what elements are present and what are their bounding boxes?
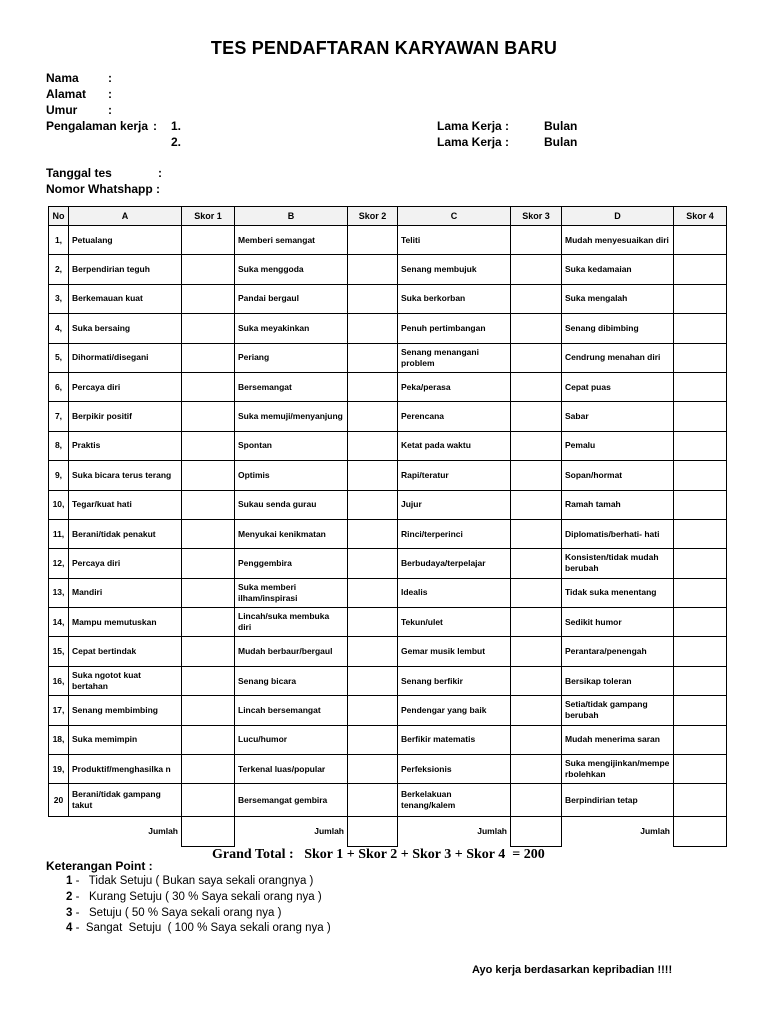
skor-1-input[interactable] [182,608,235,637]
skor-4-input[interactable] [674,666,727,695]
table-row [49,519,727,548]
row-number: 10, [49,490,69,519]
experience-1-number: 1. [171,119,182,133]
row-number: 1, [49,226,69,255]
skor-2-input[interactable] [348,755,398,784]
row-number: 12, [49,549,69,578]
skor-3-input[interactable] [511,755,562,784]
skor-4-input[interactable] [674,608,727,637]
skor-3-input[interactable] [511,725,562,754]
option-a: Berpendirian teguh [69,255,182,284]
option-d: Sedikit humor [562,608,674,637]
sum-skor-4-box[interactable] [674,817,727,846]
table-row [49,372,727,401]
skor-3-input[interactable] [511,578,562,607]
table-row [49,784,727,817]
nama-label: Nama [46,71,79,85]
skor-1-input[interactable] [182,372,235,401]
skor-2-input[interactable] [348,784,398,817]
skor-2-input[interactable] [348,284,398,313]
skor-3-input[interactable] [511,431,562,460]
skor-2-input[interactable] [348,255,398,284]
skor-2-input[interactable] [348,549,398,578]
skor-4-input[interactable] [674,784,727,817]
option-b: Suka memberi ilham/inspirasi [235,578,348,607]
table-row [49,343,727,372]
option-b: Penggembira [235,549,348,578]
option-d: Perantara/penengah [562,637,674,666]
header-skor-2: Skor 2 [348,207,398,226]
skor-4-input[interactable] [674,402,727,431]
option-d: Mudah menyesuaikan diri [562,226,674,255]
skor-4-input[interactable] [674,372,727,401]
keterangan-number-2: 2 [66,891,73,903]
row-number: 9, [49,461,69,490]
header-skor-4: Skor 4 [674,207,727,226]
skor-1-input[interactable] [182,343,235,372]
sum-row [49,817,727,846]
personality-test-table [48,206,727,847]
option-a: Berkemauan kuat [69,284,182,313]
option-a: Berani/tidak penakut [69,519,182,548]
skor-3-input[interactable] [511,372,562,401]
skor-2-input[interactable] [348,343,398,372]
option-d: Berpindirian tetap [562,784,674,817]
skor-3-input[interactable] [511,519,562,548]
row-number: 18, [49,725,69,754]
table-row [49,255,727,284]
option-c: Berfikir matematis [398,725,511,754]
whatsapp-label: Nomor Whatshapp : [46,182,160,196]
pengalaman-colon: : [153,119,157,133]
skor-3-input[interactable] [511,666,562,695]
skor-1-input[interactable] [182,461,235,490]
option-d: Suka mengijinkan/mempe rbolehkan [562,755,674,784]
skor-3-input[interactable] [511,490,562,519]
option-c: Ketat pada waktu [398,431,511,460]
alamat-colon: : [108,87,112,101]
row-number: 14, [49,608,69,637]
option-d: Diplomatis/berhati- hati [562,519,674,548]
skor-4-input[interactable] [674,519,727,548]
option-d: Ramah tamah [562,490,674,519]
table-row [49,666,727,695]
skor-4-input[interactable] [674,255,727,284]
keterangan-item-3 [66,907,281,919]
skor-3-input[interactable] [511,402,562,431]
sum-c-label: Jumlah [398,817,511,846]
option-c: Tekun/ulet [398,608,511,637]
row-number: 4, [49,314,69,343]
skor-4-input[interactable] [674,696,727,725]
skor-3-input[interactable] [511,637,562,666]
keterangan-item-1 [66,875,313,887]
pengalaman-label: Pengalaman kerja [46,119,149,133]
skor-4-input[interactable] [674,490,727,519]
option-c: Penuh pertimbangan [398,314,511,343]
grand-total-text: Grand Total : Skor 1 + Skor 2 + Skor 3 + Skor 4 = 200 [212,847,545,862]
option-d: Tidak suka menentang [562,578,674,607]
option-d: Cendrung menahan diri [562,343,674,372]
row-number: 16, [49,666,69,695]
skor-1-input[interactable] [182,226,235,255]
skor-1-input[interactable] [182,284,235,313]
bulan-1-label: Bulan [544,119,578,133]
skor-1-input[interactable] [182,314,235,343]
skor-1-input[interactable] [182,490,235,519]
keterangan-item-2 [66,891,322,903]
skor-4-input[interactable] [674,725,727,754]
table-row [49,490,727,519]
skor-2-input[interactable] [348,725,398,754]
table-row [49,637,727,666]
option-a: Mandiri [69,578,182,607]
option-a: Mampu memutuskan [69,608,182,637]
skor-1-input[interactable] [182,519,235,548]
skor-4-input[interactable] [674,637,727,666]
sum-skor-1-box[interactable] [182,817,235,846]
option-c: Berbudaya/terpelajar [398,549,511,578]
row-number: 7, [49,402,69,431]
skor-2-input[interactable] [348,314,398,343]
row-number: 3, [49,284,69,313]
option-c: Jujur [398,490,511,519]
skor-3-input[interactable] [511,608,562,637]
skor-3-input[interactable] [511,696,562,725]
sum-a-label: Jumlah [148,826,178,837]
option-b: Suka menggoda [235,255,348,284]
skor-2-input[interactable] [348,226,398,255]
header-a: A [69,207,182,226]
skor-3-input[interactable] [511,784,562,817]
row-number: 13, [49,578,69,607]
table-row [49,431,727,460]
skor-1-input[interactable] [182,696,235,725]
keterangan-number-1: 1 [66,875,73,887]
header-d: D [562,207,674,226]
skor-4-input[interactable] [674,431,727,460]
option-c: Senang berfikir [398,666,511,695]
option-a: Suka bersaing [69,314,182,343]
table-row [49,608,727,637]
nama-colon: : [108,71,112,85]
skor-2-input[interactable] [348,461,398,490]
skor-2-input[interactable] [348,608,398,637]
option-d: Pemalu [562,431,674,460]
row-number: 17, [49,696,69,725]
keterangan-text-4: - Sangat Setuju ( 100 % Saya sekali orang nya ) [72,922,331,934]
option-a: Percaya diri [69,372,182,401]
table-row [49,549,727,578]
skor-1-input[interactable] [182,255,235,284]
skor-2-input[interactable] [348,431,398,460]
option-c: Suka berkorban [398,284,511,313]
skor-3-input[interactable] [511,314,562,343]
option-b: Optimis [235,461,348,490]
header-skor-1: Skor 1 [182,207,235,226]
table-header-row [49,207,727,226]
keterangan-title: Keterangan Point : [46,859,153,873]
skor-4-input[interactable] [674,314,727,343]
option-d: Mudah menerima saran [562,725,674,754]
bulan-2-label: Bulan [544,135,578,149]
option-c: Perfeksionis [398,755,511,784]
option-c: Berkelakuan tenang/kalem [398,784,511,817]
keterangan-number-3: 3 [66,907,73,919]
header-b: B [235,207,348,226]
option-c: Gemar musik lembut [398,637,511,666]
option-d: Sabar [562,402,674,431]
option-b: Pandai bergaul [235,284,348,313]
skor-2-input[interactable] [348,666,398,695]
skor-1-input[interactable] [182,784,235,817]
skor-2-input[interactable] [348,696,398,725]
skor-1-input[interactable] [182,402,235,431]
row-number: 2, [49,255,69,284]
option-a: Senang membimbing [69,696,182,725]
option-a: Berpikir positif [69,402,182,431]
skor-1-input[interactable] [182,755,235,784]
skor-4-input[interactable] [674,343,727,372]
keterangan-text-1: - Tidak Setuju ( Bukan saya sekali orangnya ) [72,875,314,887]
skor-4-input[interactable] [674,755,727,784]
lama-kerja-2-label: Lama Kerja : [437,135,510,149]
skor-4-input[interactable] [674,578,727,607]
option-c: Rinci/terperinci [398,519,511,548]
option-c: Teliti [398,226,511,255]
skor-2-input[interactable] [348,490,398,519]
option-a: Percaya diri [69,549,182,578]
option-a: Produktif/menghasilka n [69,755,182,784]
option-b: Spontan [235,431,348,460]
skor-3-input[interactable] [511,461,562,490]
table-row [49,755,727,784]
option-c: Senang membujuk [398,255,511,284]
option-a: Tegar/kuat hati [69,490,182,519]
table-row [49,696,727,725]
skor-3-input[interactable] [511,255,562,284]
tanggal-tes-colon: : [158,166,162,180]
tanggal-tes-label: Tanggal tes [46,166,112,180]
option-b: Memberi semangat [235,226,348,255]
sum-d-label: Jumlah [562,817,674,846]
sum-skor-3-box[interactable] [511,817,562,846]
row-number: 5, [49,343,69,372]
skor-1-input[interactable] [182,725,235,754]
option-a: Cepat bertindak [69,637,182,666]
row-number: 11, [49,519,69,548]
table-row [49,226,727,255]
table-row [49,314,727,343]
footer-motto: Ayo kerja berdasarkan kepribadian !!!! [472,964,673,976]
option-b: Senang bicara [235,666,348,695]
option-b: Lucu/humor [235,725,348,754]
table-row [49,461,727,490]
skor-1-input[interactable] [182,431,235,460]
option-c: Senang menangani problem [398,343,511,372]
umur-label: Umur [46,103,78,117]
skor-1-input[interactable] [182,549,235,578]
header-c: C [398,207,511,226]
option-a: Suka memimpin [69,725,182,754]
option-c: Perencana [398,402,511,431]
option-a: Berani/tidak gampang takut [69,784,182,817]
option-d: Bersikap toleran [562,666,674,695]
option-d: Senang dibimbing [562,314,674,343]
option-d: Suka mengalah [562,284,674,313]
skor-3-input[interactable] [511,284,562,313]
keterangan-text-2: - Kurang Setuju ( 30 % Saya sekali orang nya ) [72,891,322,903]
header-no: No [49,207,69,226]
option-a: Petualang [69,226,182,255]
row-number: 20 [49,784,69,817]
option-a: Dihormati/disegani [69,343,182,372]
option-b: Bersemangat gembira [235,784,348,817]
option-b: Mudah berbaur/bergaul [235,637,348,666]
skor-2-input[interactable] [348,637,398,666]
skor-3-input[interactable] [511,549,562,578]
page-title: TES PENDAFTARAN KARYAWAN BARU [210,38,558,58]
table-row [49,402,727,431]
skor-2-input[interactable] [348,578,398,607]
option-d: Cepat puas [562,372,674,401]
table-row [49,284,727,313]
lama-kerja-1-label: Lama Kerja : [437,119,510,133]
row-number: 6, [49,372,69,401]
option-b: Periang [235,343,348,372]
skor-1-input[interactable] [182,666,235,695]
option-c: Rapi/teratur [398,461,511,490]
sum-skor-2-box[interactable] [348,817,398,846]
row-number: 19, [49,755,69,784]
skor-3-input[interactable] [511,226,562,255]
table-row [49,725,727,754]
option-b: Bersemangat [235,372,348,401]
option-c: Pendengar yang baik [398,696,511,725]
option-c: Idealis [398,578,511,607]
skor-3-input[interactable] [511,343,562,372]
option-c: Peka/perasa [398,372,511,401]
keterangan-number-4: 4 [66,922,73,934]
sum-b-label: Jumlah [235,817,348,846]
option-a: Praktis [69,431,182,460]
skor-2-input[interactable] [348,519,398,548]
experience-2-number: 2. [171,135,182,149]
option-d: Konsisten/tidak mudah berubah [562,549,674,578]
table-row [49,578,727,607]
option-d: Sopan/hormat [562,461,674,490]
skor-4-input[interactable] [674,284,727,313]
option-a: Suka ngotot kuat bertahan [69,666,182,695]
skor-2-input[interactable] [348,402,398,431]
skor-2-input[interactable] [348,372,398,401]
option-d: Suka kedamaian [562,255,674,284]
option-b: Lincah/suka membuka diri [235,608,348,637]
alamat-label: Alamat [46,87,87,101]
option-b: Terkenal luas/popular [235,755,348,784]
option-b: Suka meyakinkan [235,314,348,343]
keterangan-text-3: - Setuju ( 50 % Saya sekali orang nya ) [72,907,282,919]
option-a: Suka bicara terus terang [69,461,182,490]
option-b: Sukau senda gurau [235,490,348,519]
skor-4-input[interactable] [674,461,727,490]
umur-colon: : [108,103,112,117]
option-d: Setia/tidak gampang berubah [562,696,674,725]
row-number: 15, [49,637,69,666]
option-b: Menyukai kenikmatan [235,519,348,548]
header-skor-3: Skor 3 [511,207,562,226]
option-b: Lincah bersemangat [235,696,348,725]
option-b: Suka memuji/menyanjung [235,402,348,431]
skor-4-input[interactable] [674,226,727,255]
skor-1-input[interactable] [182,637,235,666]
keterangan-item-4 [66,922,331,934]
skor-1-input[interactable] [182,578,235,607]
skor-4-input[interactable] [674,549,727,578]
row-number: 8, [49,431,69,460]
